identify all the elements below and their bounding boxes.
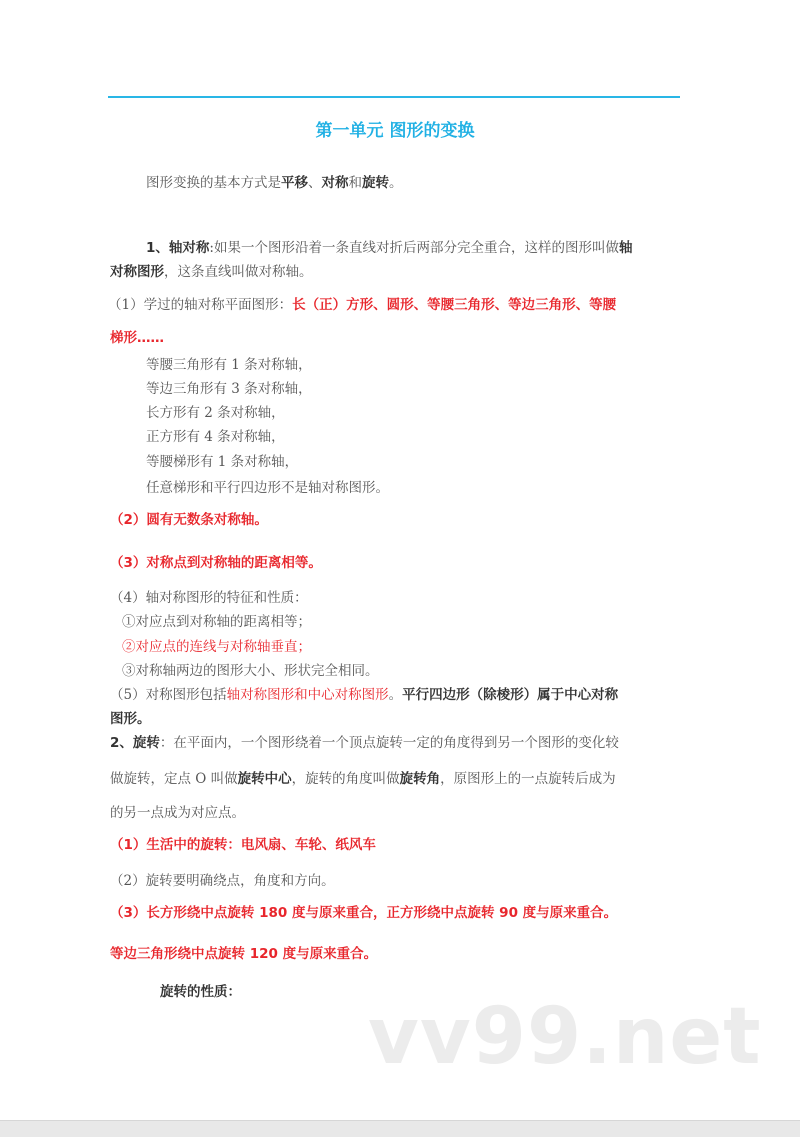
- text-line: [110, 685, 618, 705]
- text-segment: 旋转: [362, 175, 389, 191]
- text-segment: 的另一点成为对应点。: [110, 805, 245, 821]
- header-rule: [108, 96, 680, 98]
- text-segment: 正方形有 4 条对称轴，: [146, 429, 285, 445]
- text-segment: 等边三角形绕中点旋转 120 度与原来重合。: [110, 946, 378, 962]
- text-segment: 叫做: [206, 771, 238, 787]
- text-line: [122, 612, 311, 632]
- text-segment: ：在平面内，一个图形绕着一个顶点旋转一定的角度得到另一个图形的变化较: [159, 735, 619, 751]
- text-line: [110, 903, 617, 923]
- text-segment: 做旋转，定点: [110, 771, 196, 787]
- text-segment: 平行四边形（除棱形）属于中心对称: [402, 687, 619, 703]
- text-segment: ，这条直线叫做对称轴。: [164, 264, 313, 280]
- text-segment: （1）学过的轴对称平面图形：: [108, 297, 293, 313]
- text-line: [122, 637, 311, 657]
- text-segment: ②对应点的连线与对称轴垂直；: [122, 639, 311, 655]
- text-segment: 长方形有 2 条对称轴，: [146, 405, 285, 421]
- text-segment: 图形变换的基本方式是: [146, 175, 281, 191]
- text-segment: 1、轴对称: [146, 240, 210, 256]
- text-segment: 2、旋转: [110, 735, 160, 751]
- text-line: [110, 733, 619, 753]
- text-segment: ，原图形上的一点旋转后成为: [440, 771, 616, 787]
- text-segment: （4）轴对称图形的特征和性质：: [110, 590, 308, 606]
- text-line: [146, 238, 632, 258]
- text-segment: 。: [388, 687, 403, 703]
- text-line: [146, 452, 298, 472]
- text-segment: 图形。: [110, 711, 151, 727]
- page-bottom-edge: [0, 1120, 800, 1137]
- text-segment: 对称图形: [110, 264, 164, 280]
- page-title: 第一单元 图形的变换: [315, 121, 475, 141]
- text-line: [160, 982, 241, 1002]
- text-segment: 长（正）方形、圆形、等腰三角形、等边三角形、等腰: [292, 297, 617, 313]
- text-segment: 对称: [321, 175, 349, 191]
- text-segment: O: [195, 771, 207, 787]
- text-segment: 等腰梯形有 1 条对称轴，: [146, 454, 299, 470]
- text-line: [110, 510, 268, 530]
- text-line: [110, 769, 616, 789]
- text-segment: ③对称轴两边的图形大小、形状完全相同。: [122, 663, 379, 679]
- text-line: [108, 295, 616, 315]
- text-line: [122, 661, 379, 681]
- text-segment: （3）对称点到对称轴的距离相等。: [110, 555, 322, 571]
- text-segment: 和: [348, 175, 362, 191]
- text-segment: 等边三角形有 3 条对称轴，: [146, 381, 312, 397]
- text-line: [110, 709, 151, 729]
- text-segment: 旋转角: [399, 771, 441, 787]
- text-segment: 平移: [281, 175, 308, 191]
- text-line: [146, 403, 285, 423]
- text-segment: 轴对称图形和中心对称图形: [226, 687, 389, 703]
- text-line: [146, 427, 285, 447]
- text-line: [110, 328, 164, 348]
- text-line: [110, 262, 313, 282]
- text-line: [110, 944, 377, 964]
- text-segment: （2）圆有无数条对称轴。: [110, 512, 268, 528]
- text-line: [110, 871, 335, 891]
- text-segment: （5）对称图形包括: [110, 687, 227, 703]
- text-segment: ①对应点到对称轴的距离相等；: [122, 614, 311, 630]
- text-segment: 梯形……: [110, 330, 164, 346]
- text-line: [146, 478, 389, 498]
- text-segment: 轴: [618, 240, 633, 256]
- text-line: [146, 355, 312, 375]
- text-segment: （3）长方形绕中点旋转 180 度与原来重合，正方形绕中点旋转 90 度与原来重合。: [110, 905, 618, 921]
- watermark: vv99.net: [368, 992, 762, 1082]
- text-segment: ，旋转的角度叫做: [291, 771, 400, 787]
- text-line: [110, 588, 308, 608]
- text-line: [146, 379, 312, 399]
- text-segment: 等腰三角形有 1 条对称轴，: [146, 357, 312, 373]
- text-segment: 旋转中心: [237, 771, 292, 787]
- text-segment: （2）旋转要明确绕点，角度和方向。: [110, 873, 335, 889]
- text-line: [146, 173, 403, 193]
- text-segment: 旋转的性质：: [160, 984, 241, 1000]
- text-segment: 。: [389, 175, 403, 191]
- text-line: [110, 803, 245, 823]
- text-segment: （1）生活中的旋转：电风扇、车轮、纸风车: [110, 837, 376, 853]
- text-line: [110, 553, 322, 573]
- text-segment: :如果一个图形沿着一条直线对折后两部分完全重合，这样的图形叫做: [209, 240, 619, 256]
- text-segment: 任意梯形和平行四边形不是轴对称图形。: [146, 480, 389, 496]
- text-line: [110, 835, 376, 855]
- text-segment: 、: [308, 175, 322, 191]
